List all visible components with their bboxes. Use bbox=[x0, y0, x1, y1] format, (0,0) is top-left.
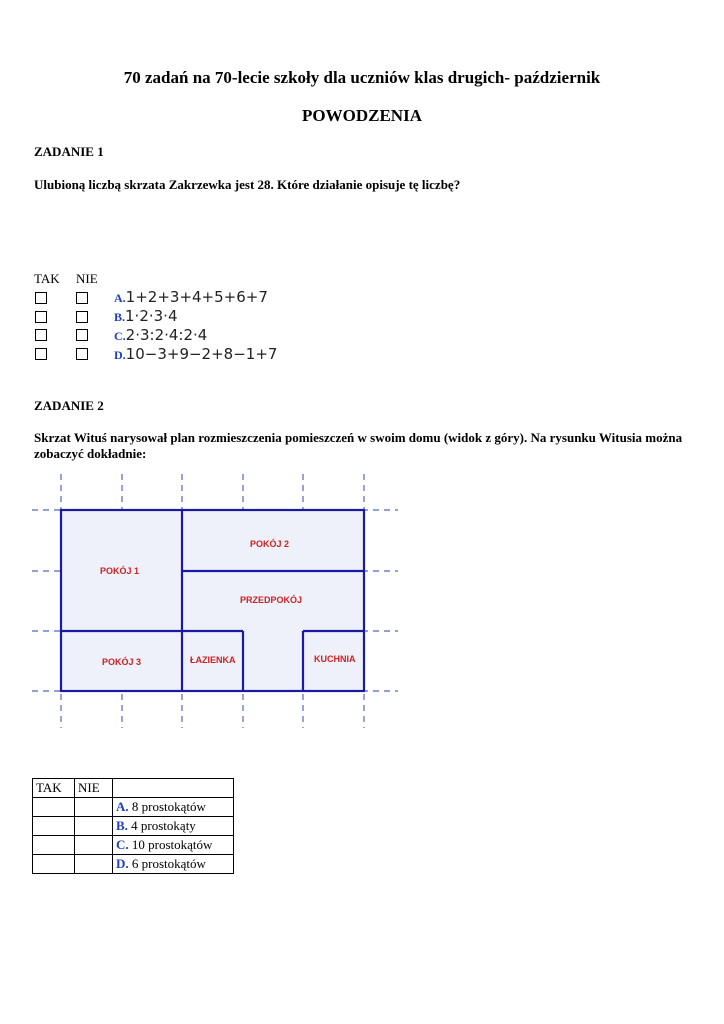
task2-b-no-cell[interactable] bbox=[75, 817, 113, 836]
task2-b-yes-cell[interactable] bbox=[33, 817, 75, 836]
table-row bbox=[33, 817, 234, 836]
task1-option-b bbox=[114, 307, 178, 325]
task1-option-d bbox=[114, 345, 277, 363]
page-title: 70 zadań na 70-lecie szkoły dla uczniów klas drugich- październik bbox=[123, 68, 601, 87]
task1-col-yes: TAK bbox=[34, 271, 60, 286]
task2-option-a bbox=[113, 798, 234, 817]
task2-d-no-cell[interactable] bbox=[75, 855, 113, 874]
option-text: 8 prostokątów bbox=[131, 799, 206, 814]
room-label-lazienka: ŁAZIENKA bbox=[190, 655, 236, 665]
option-letter: B. bbox=[114, 310, 126, 324]
table-row bbox=[33, 779, 234, 798]
room-label-przedpokoj: PRZEDPOKÓJ bbox=[240, 595, 303, 605]
option-text: 4 prostokąty bbox=[131, 818, 196, 833]
option-letter: C. bbox=[114, 329, 126, 343]
page-subtitle: POWODZENIA bbox=[302, 106, 422, 125]
task1-question: Ulubioną liczbą skrzata Zakrzewka jest 28. Które działanie opisuje tę liczbę? bbox=[34, 177, 461, 192]
option-text: 6 prostokątów bbox=[131, 856, 206, 871]
task1-d-no-checkbox[interactable] bbox=[76, 348, 88, 360]
option-letter: D. bbox=[114, 348, 126, 362]
task2-question: Skrzat Wituś narysował plan rozmieszczenia pomieszczeń w swoim domu (widok z góry). Na rysunku Witusia można zobaczyć dokładnie: bbox=[34, 430, 683, 461]
task1-c-yes-checkbox[interactable] bbox=[35, 329, 47, 341]
task1-col-no: NIE bbox=[76, 271, 98, 286]
task1-a-yes-checkbox[interactable] bbox=[35, 292, 47, 304]
table-row bbox=[33, 855, 234, 874]
option-letter: D. bbox=[116, 856, 129, 871]
task1-b-no-checkbox[interactable] bbox=[76, 311, 88, 323]
task1-option-c bbox=[114, 326, 207, 344]
task2-col-yes: TAK bbox=[33, 779, 75, 798]
task2-c-no-cell[interactable] bbox=[75, 836, 113, 855]
option-expression: 1+2+3+4+5+6+7 bbox=[125, 288, 268, 306]
table-row bbox=[33, 836, 234, 855]
task2-option-c bbox=[113, 836, 234, 855]
option-expression: 10−3+9−2+8−1+7 bbox=[125, 345, 278, 363]
task1-a-no-checkbox[interactable] bbox=[76, 292, 88, 304]
table-row bbox=[33, 798, 234, 817]
option-expression: 1·2·3·4 bbox=[125, 307, 178, 325]
task2-a-yes-cell[interactable] bbox=[33, 798, 75, 817]
task2-d-yes-cell[interactable] bbox=[33, 855, 75, 874]
option-text: 10 prostokątów bbox=[131, 837, 213, 852]
option-letter: A. bbox=[116, 799, 129, 814]
option-letter: C. bbox=[116, 837, 129, 852]
task2-col-no: NIE bbox=[75, 779, 113, 798]
task1-b-yes-checkbox[interactable] bbox=[35, 311, 47, 323]
task1-d-yes-checkbox[interactable] bbox=[35, 348, 47, 360]
task2-header-empty bbox=[113, 779, 234, 798]
task2-c-yes-cell[interactable] bbox=[33, 836, 75, 855]
option-letter: B. bbox=[116, 818, 128, 833]
room-label-kuchnia: KUCHNIA bbox=[314, 654, 356, 664]
room-label-pokoj2: POKÓJ 2 bbox=[250, 539, 290, 549]
task2-answer-table bbox=[32, 778, 234, 874]
house-plan-diagram bbox=[30, 470, 402, 732]
task2-option-d bbox=[113, 855, 234, 874]
option-letter: A. bbox=[114, 291, 126, 305]
task2-a-no-cell[interactable] bbox=[75, 798, 113, 817]
room-label-pokoj3: POKÓJ 3 bbox=[102, 657, 142, 667]
task2-heading: ZADANIE 2 bbox=[34, 398, 104, 413]
task1-c-no-checkbox[interactable] bbox=[76, 329, 88, 341]
task1-heading: ZADANIE 1 bbox=[34, 144, 104, 159]
task1-option-a bbox=[114, 288, 268, 306]
room-label-pokoj1: POKÓJ 1 bbox=[100, 566, 140, 576]
task2-option-b bbox=[113, 817, 234, 836]
option-expression: 2·3:2·4:2·4 bbox=[125, 326, 208, 344]
